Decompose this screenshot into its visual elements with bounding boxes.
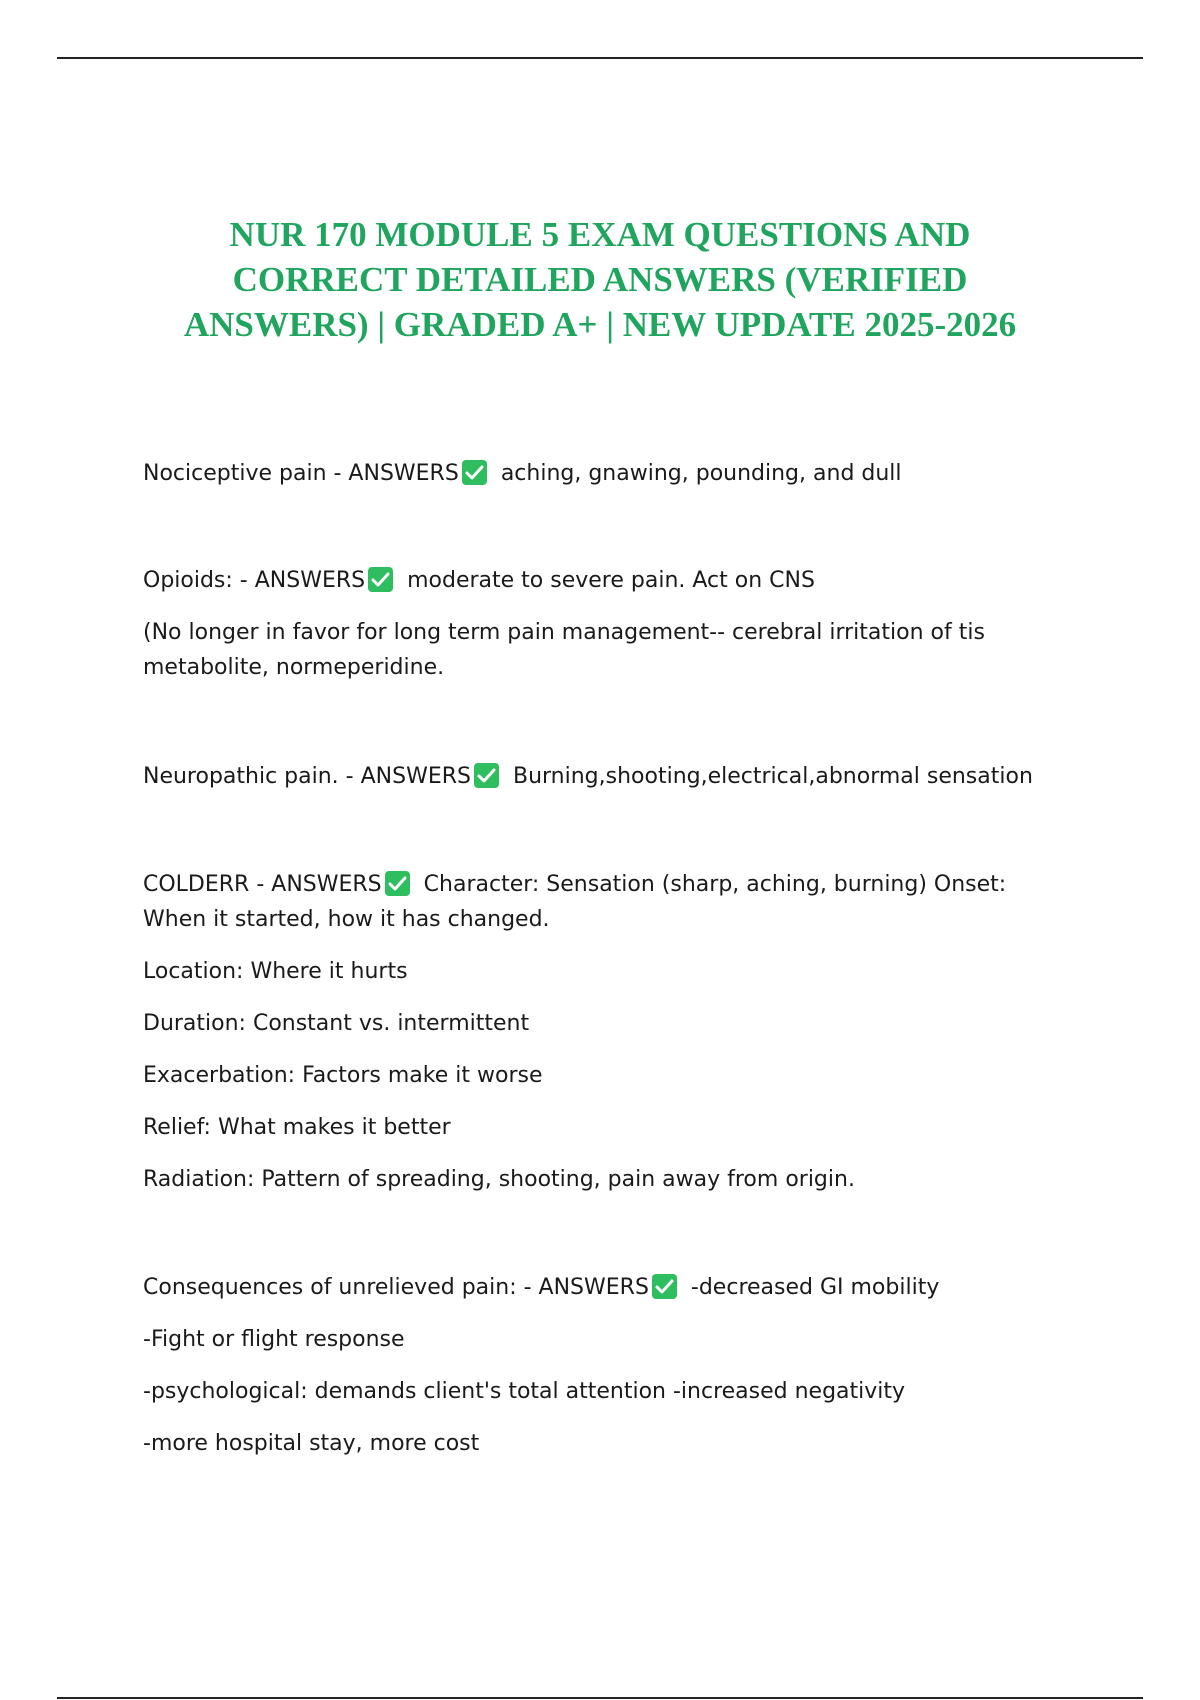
answer-continuation: -psychological: demands client's total attention -increased negativity [143,1379,906,1404]
title-line: ANSWERS) | GRADED A+ | NEW UPDATE 2025-2026 [183,305,1017,344]
qa-item-consequences [143,1273,939,1303]
question-text: Nociceptive pain - ANSWERS [143,461,459,486]
top-rule [57,57,1143,59]
title-line: NUR 170 MODULE 5 EXAM QUESTIONS AND [229,215,971,254]
answer-continuation: Duration: Constant vs. intermittent [143,1011,530,1036]
qa-item-nociceptive [143,459,902,489]
answer-continuation: Location: Where it hurts [143,959,408,984]
question-text: Neuropathic pain. - ANSWERS [143,764,471,789]
qa-item-neuropathic [143,762,1033,792]
check-box-icon [462,460,487,485]
check-box-icon [368,567,393,592]
title-line: CORRECT DETAILED ANSWERS (VERIFIED [232,260,968,299]
page-title [130,212,1070,347]
answer-continuation: Radiation: Pattern of spreading, shooting, pain away from origin. [143,1167,855,1192]
question-text: COLDERR - ANSWERS [143,872,382,897]
answer-text: Character: Sensation (sharp, aching, burning) Onset: [423,872,1007,897]
answer-continuation: (No longer in favor for long term pain management-- cerebral irritation of tis [143,620,985,645]
answer-continuation: -more hospital stay, more cost [143,1431,480,1456]
qa-item-colderr [143,870,1006,900]
answer-text: moderate to severe pain. Act on CNS [407,568,815,593]
answer-text: Burning,shooting,electrical,abnormal sensation [512,764,1033,789]
answer-continuation: -Fight or flight response [143,1327,405,1352]
question-text: Consequences of unrelieved pain: - ANSWERS [143,1275,649,1300]
answer-text: aching, gnawing, pounding, and dull [500,461,902,486]
answer-continuation: Exacerbation: Factors make it worse [143,1063,543,1088]
question-text: Opioids: - ANSWERS [143,568,366,593]
answer-text: -decreased GI mobility [690,1275,940,1300]
bottom-rule [57,1697,1143,1699]
check-box-icon [385,871,410,896]
check-box-icon [652,1274,677,1299]
qa-item-opioids [143,566,815,596]
check-box-icon [474,763,499,788]
answer-continuation: Relief: What makes it better [143,1115,451,1140]
answer-continuation: metabolite, normeperidine. [143,655,445,680]
answer-continuation: When it started, how it has changed. [143,907,550,932]
